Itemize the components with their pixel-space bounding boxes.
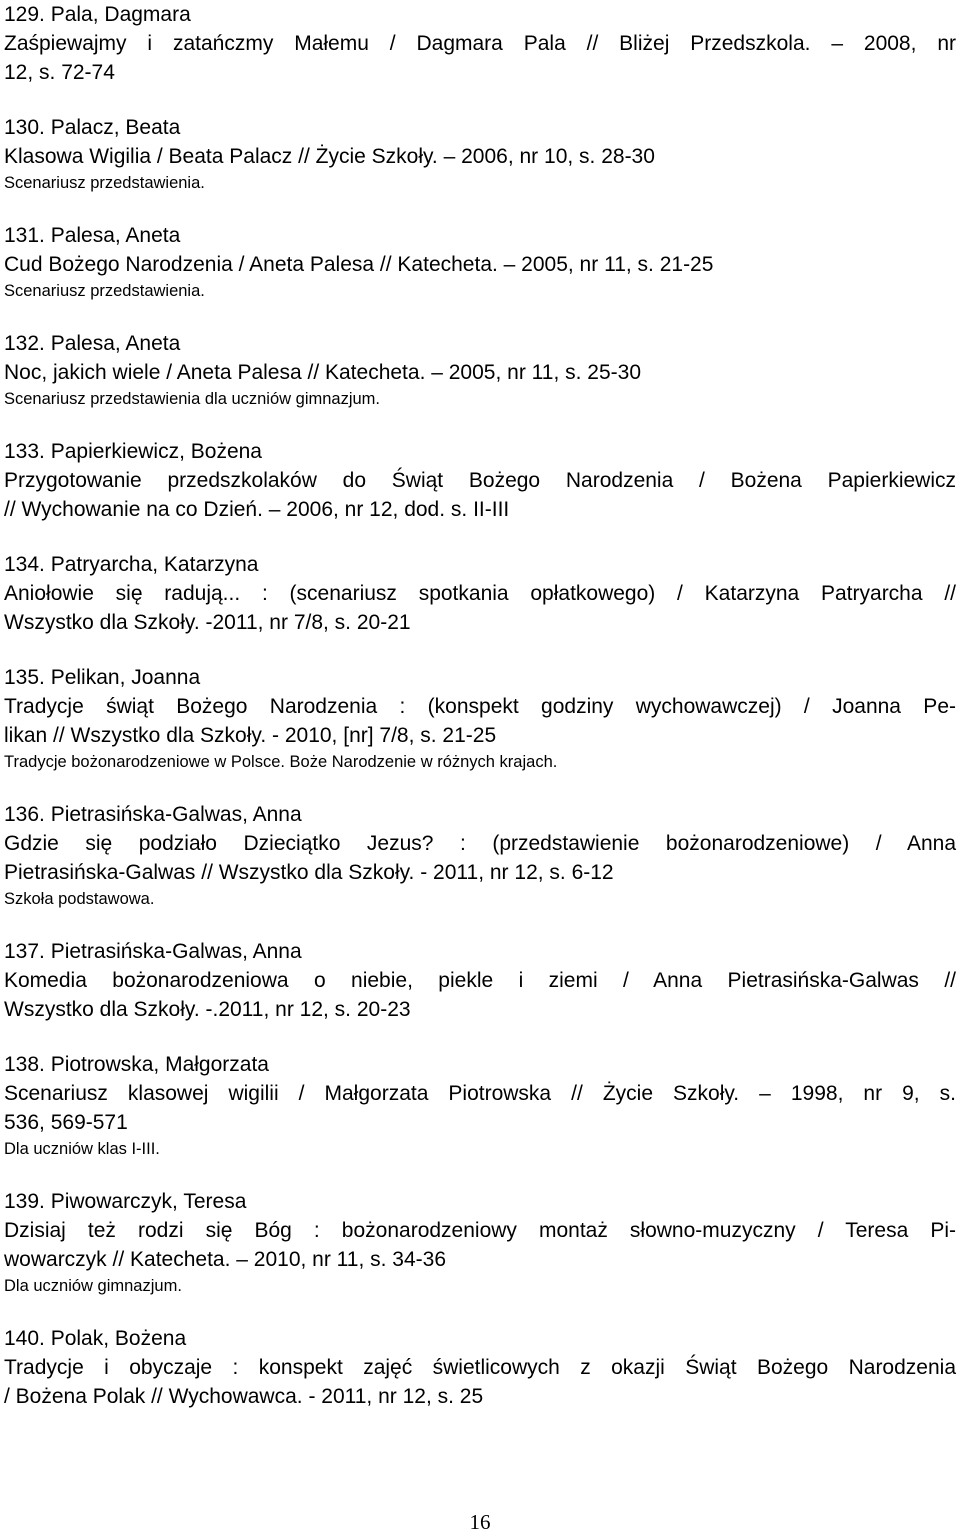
page-number: 16 <box>469 1510 491 1534</box>
entry-heading: 138. Piotrowska, Małgorzata <box>4 1053 269 1076</box>
entry-note: Dla uczniów klas I-III. <box>4 1140 160 1158</box>
entry-title-line: Wszystko dla Szkoły. -2011, nr 7/8, s. 20-21 <box>4 611 411 634</box>
entry-heading: 129. Pala, Dagmara <box>4 3 191 26</box>
entry-title-line: wowarczyk // Katecheta. – 2010, nr 11, s. 34-36 <box>4 1248 447 1271</box>
entry-title-line: Cud Bożego Narodzenia / Aneta Palesa // Katecheta. – 2005, nr 11, s. 21-25 <box>4 253 714 276</box>
entry-title-line: Pietrasińska-Galwas // Wszystko dla Szkoły. - 2011, nr 12, s. 6-12 <box>4 861 614 884</box>
bibliography-entry-139 <box>4 1187 956 1298</box>
entry-title-line: likan // Wszystko dla Szkoły. - 2010, [nr] 7/8, s. 21-25 <box>4 724 497 747</box>
entry-title-line: Tradycje świąt Bożego Narodzenia : (konspekt godziny wychowawczej) / Joanna Pe- <box>4 695 956 718</box>
bibliography-entry-135 <box>4 663 956 774</box>
bibliography-entry-136 <box>4 800 956 911</box>
entry-heading: 135. Pelikan, Joanna <box>4 666 201 689</box>
bibliography-entry-140 <box>4 1324 956 1411</box>
entry-title-line: Tradycje i obyczaje : konspekt zajęć świetlicowych z okazji Świąt Bożego Narodzenia <box>4 1356 956 1379</box>
entry-note: Szkoła podstawowa. <box>4 890 155 908</box>
entry-heading: 133. Papierkiewicz, Bożena <box>4 440 262 463</box>
bibliography-entry-129 <box>4 0 956 87</box>
entry-heading: 136. Pietrasińska-Galwas, Anna <box>4 803 302 826</box>
entry-note: Tradycje bożonarodzeniowe w Polsce. Boże Narodzenie w różnych krajach. <box>4 753 558 771</box>
bibliography-entry-138 <box>4 1050 956 1161</box>
entry-title-line: Noc, jakich wiele / Aneta Palesa // Katecheta. – 2005, nr 11, s. 25-30 <box>4 361 641 384</box>
entry-heading: 130. Palacz, Beata <box>4 116 181 139</box>
bibliography-entry-137 <box>4 937 956 1024</box>
entry-title-line: Przygotowanie przedszkolaków do Świąt Bożego Narodzenia / Bożena Papierkiewicz <box>4 469 956 492</box>
entry-title-line: Aniołowie się radują... : (scenariusz spotkania opłatkowego) / Katarzyna Patryarcha // <box>4 582 956 605</box>
entry-heading: 139. Piwowarczyk, Teresa <box>4 1190 247 1213</box>
entry-title-line: 12, s. 72-74 <box>4 61 115 84</box>
bibliography-list <box>4 0 956 1437</box>
entry-note: Scenariusz przedstawienia. <box>4 174 205 192</box>
entry-title-line: 536, 569-571 <box>4 1111 128 1134</box>
entry-note: Dla uczniów gimnazjum. <box>4 1277 182 1295</box>
entry-heading: 134. Patryarcha, Katarzyna <box>4 553 259 576</box>
entry-title-line: // Wychowanie na co Dzień. – 2006, nr 12, dod. s. II-III <box>4 498 510 521</box>
entry-title-line: / Bożena Polak // Wychowawca. - 2011, nr 12, s. 25 <box>4 1385 484 1408</box>
entry-title-line: Wszystko dla Szkoły. -.2011, nr 12, s. 20-23 <box>4 998 411 1021</box>
entry-heading: 131. Palesa, Aneta <box>4 224 181 247</box>
entry-title-line: Gdzie się podziało Dzieciątko Jezus? : (przedstawienie bożonarodzeniowe) / Anna <box>4 832 956 855</box>
entry-heading: 140. Polak, Bożena <box>4 1327 187 1350</box>
entry-heading: 137. Pietrasińska-Galwas, Anna <box>4 940 302 963</box>
entry-title-line: Zaśpiewajmy i zatańczmy Małemu / Dagmara Pala // Bliżej Przedszkola. – 2008, nr <box>4 32 956 55</box>
entry-note: Scenariusz przedstawienia dla uczniów gimnazjum. <box>4 390 381 408</box>
bibliography-entry-130 <box>4 113 956 195</box>
entry-title-line: Klasowa Wigilia / Beata Palacz // Życie Szkoły. – 2006, nr 10, s. 28-30 <box>4 145 655 168</box>
entry-note: Scenariusz przedstawienia. <box>4 282 205 300</box>
entry-heading: 132. Palesa, Aneta <box>4 332 181 355</box>
bibliography-entry-132 <box>4 329 956 411</box>
bibliography-entry-134 <box>4 550 956 637</box>
entry-title-line: Komedia bożonarodzeniowa o niebie, piekle i ziemi / Anna Pietrasińska-Galwas // <box>4 969 956 992</box>
bibliography-entry-133 <box>4 437 956 524</box>
entry-title-line: Dzisiaj też rodzi się Bóg : bożonarodzeniowy montaż słowno-muzyczny / Teresa Pi- <box>4 1219 956 1242</box>
bibliography-entry-131 <box>4 221 956 303</box>
entry-title-line: Scenariusz klasowej wigilii / Małgorzata Piotrowska // Życie Szkoły. – 1998, nr 9, s. <box>4 1082 956 1105</box>
